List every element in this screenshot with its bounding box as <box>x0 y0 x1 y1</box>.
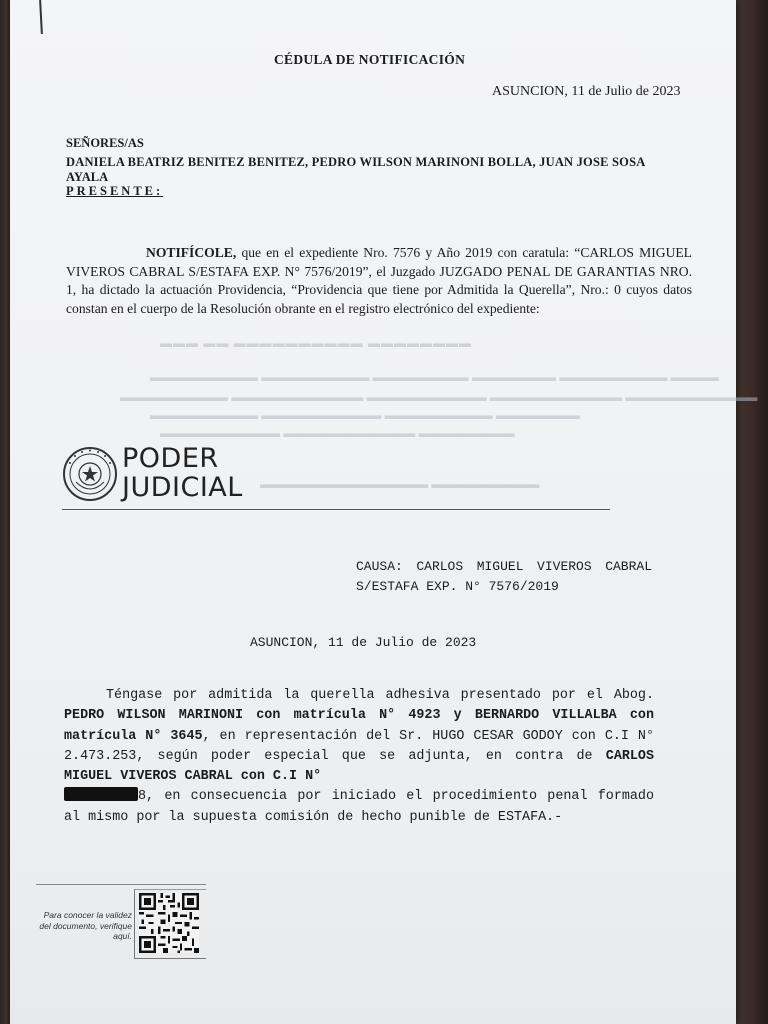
redaction-bar <box>64 787 138 801</box>
resolution-text-2: , en representación del Sr. HUGO CESAR GODOY con C.I N° 2.473.253, según poder especial que se adjunta, en contra de <box>64 728 654 764</box>
logo-divider <box>62 509 610 510</box>
resolution-bold-defendant: CARLOS MIGUEL VIVEROS CABRAL con C.I N° <box>64 748 654 785</box>
resolution-text-1: Téngase por admitida la querella adhesiva presentado por el Abog. <box>106 688 654 703</box>
resolution-date: ASUNCION, 11 de Julio de 2023 <box>250 635 477 650</box>
document-page <box>10 0 758 1024</box>
document-title: CÉDULA DE NOTIFICACIÓN <box>274 52 466 67</box>
bleed-through-line: ▬▬▬▬▬▬▬▬▬▬▬▬▬▬ ▬▬▬▬▬▬▬▬▬ <box>260 477 540 491</box>
resolution-paragraph <box>64 686 654 828</box>
poder-judicial-wordmark <box>122 444 243 502</box>
recipients-greeting: SEÑORES/AS <box>66 136 144 150</box>
qr-code-icon[interactable] <box>138 893 200 953</box>
notification-paragraph <box>66 244 692 318</box>
wordmark-line-2: JUDICIAL <box>122 472 243 503</box>
recipients-names: DANIELA BEATRIZ BENITEZ BENITEZ, PEDRO WILSON MARINONI BOLLA, JUAN JOSE SOSA <box>66 155 646 169</box>
notification-lead: NOTIFÍCOLE, <box>146 245 237 260</box>
paraguay-seal-icon <box>62 446 118 502</box>
recipients-names-cont: AYALA <box>66 170 109 184</box>
footer-divider <box>36 884 206 885</box>
causa-block: CAUSA: CARLOS MIGUEL VIVEROS CABRAL S/ESTAFA EXP. N° 7576/2019 <box>356 559 652 594</box>
header-date: ASUNCION, 11 de Julio de 2023 <box>492 84 681 99</box>
resolution-text-3: 8, en consecuencia por iniciado el procedimiento penal formado al mismo por la supuesta comisión de hecho punible de ESTAFA.- <box>64 789 654 825</box>
bleed-through-line: ▬▬▬ ▬▬ ▬▬▬▬▬▬▬▬▬▬ ▬▬▬▬▬▬▬▬ <box>160 336 473 350</box>
verify-note: Para conocer la validez del documento, verifique aquí. <box>39 910 132 941</box>
wordmark-line-1: PODER <box>122 443 219 474</box>
bleed-through-line: ▬▬▬▬▬▬▬▬▬ ▬▬▬▬▬▬▬▬▬ ▬▬▬▬▬▬▬▬ ▬▬▬▬▬▬▬ ▬▬▬▬▬▬▬▬▬ ▬▬▬▬ <box>150 370 719 384</box>
notification-text: que en el expediente Nro. 7576 y Año 2019 con caratula: “CARLOS MIGUEL VIVEROS CABRAL S/ESTAFA EXP. N° 7576/2019”, el Juzgado JUZGADO PENAL DE GARANTIAS NRO. 1, ha dictado la actuación Providencia, “Providencia que tiene por Admitida la Querella”, Nro.: 0 cuyos datos constan en el cuerpo de la Resolución obrante en el registro electrónico del expediente: <box>66 245 692 316</box>
bleed-through-line: ▬▬▬▬▬▬▬▬▬ ▬▬▬▬▬▬▬▬▬▬▬ ▬▬▬▬▬▬▬▬▬▬ ▬▬▬▬▬▬▬▬▬▬▬ ▬▬▬▬▬▬▬▬▬▬▬ <box>120 390 758 404</box>
pen-mark <box>39 0 43 34</box>
resolution-bold-lawyers: PEDRO WILSON MARINONI con matrícula N° 4923 y BERNARDO VILLALBA con matrícula N° 3645 <box>64 708 654 744</box>
presente-label: PRESENTE: <box>66 184 164 198</box>
bleed-through-line: ▬▬▬▬▬▬▬▬▬▬ ▬▬▬▬▬▬▬▬▬▬▬ ▬▬▬▬▬▬▬▬ <box>160 426 515 440</box>
bleed-through-line: ▬▬▬▬▬▬▬▬▬ ▬▬▬▬▬▬▬▬▬▬ ▬▬▬▬▬▬▬▬▬ ▬▬▬▬▬▬▬ <box>150 408 581 422</box>
